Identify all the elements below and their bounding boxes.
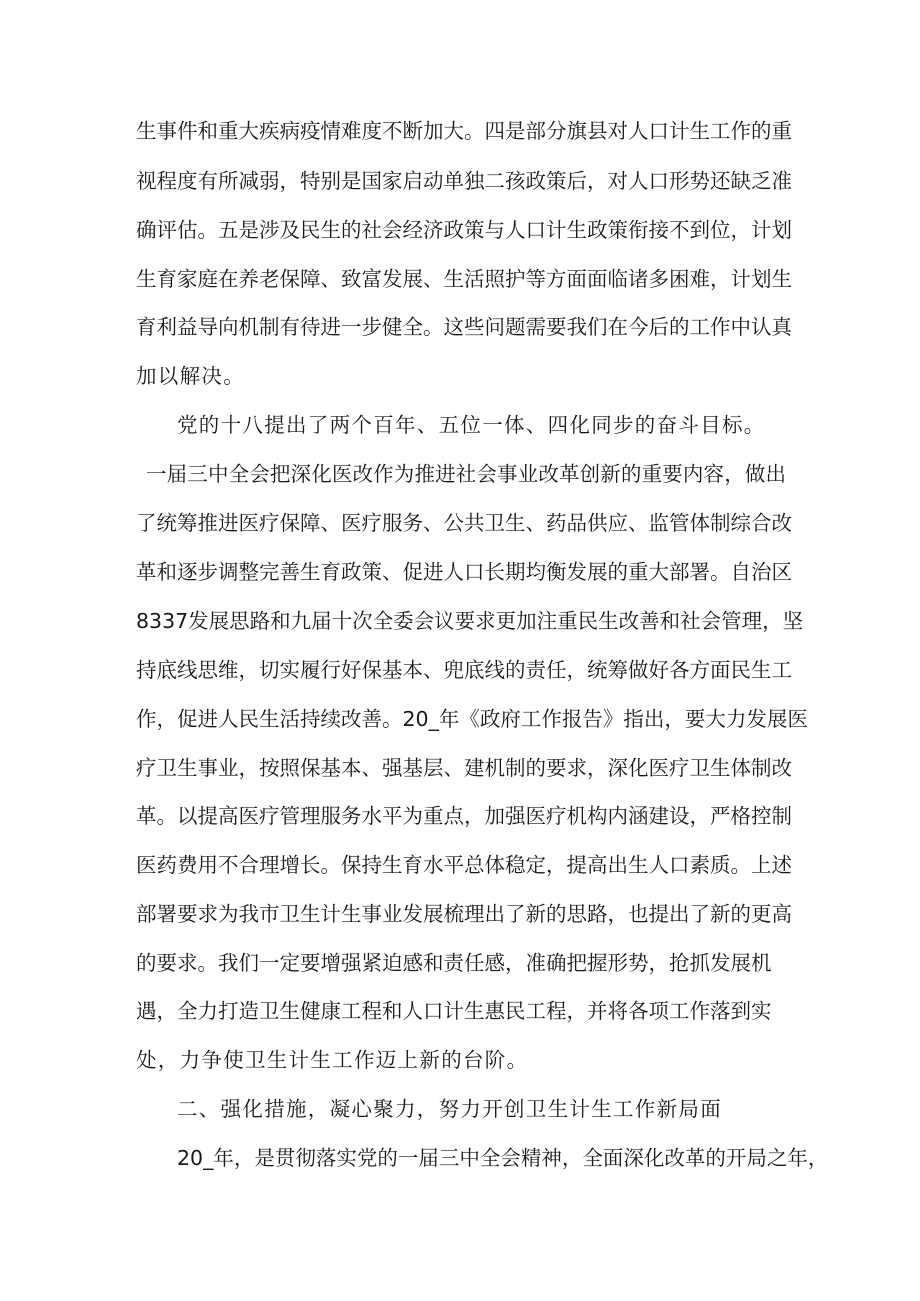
body-text-line: 确评估。五是涉及民生的社会经济政策与人口计生政策衔接不到位，计划 bbox=[136, 218, 792, 242]
body-text-line: 医药费用不合理增长。保持生育水平总体稳定，提高出生人口素质。上述 bbox=[136, 853, 792, 877]
body-text-line: 处，力争使卫生计生工作迈上新的台阶。 bbox=[136, 1048, 529, 1072]
body-text-line: 的要求。我们一定要增强紧迫感和责任感，准确把握形势，抢抓发展机 bbox=[136, 951, 772, 975]
body-text-line: 革。以提高医疗管理服务水平为重点，加强医疗机构内涵建设，严格控制 bbox=[136, 804, 792, 828]
body-text-line: 8337发展思路和九届十次全委会议要求更加注重民生改善和社会管理，坚 bbox=[136, 609, 804, 633]
body-text-line: 一届三中全会把深化医改作为推进社会事业改革创新的重要内容，做出 bbox=[146, 462, 786, 486]
body-text-line: 生育家庭在养老保障、致富发展、生活照护等方面面临诸多困难，计划生 bbox=[136, 267, 792, 291]
body-text-line: 了统筹推进医疗保障、医疗服务、公共卫生、药品供应、监管体制综合改 bbox=[136, 511, 792, 535]
body-text-line: 持底线思维，切实履行好保基本、兜底线的责任，统筹做好各方面民生工 bbox=[136, 658, 792, 682]
body-text-line: 革和逐步调整完善生育政策、促进人口长期均衡发展的重大部署。自治区 bbox=[136, 560, 792, 584]
body-text-line: 作，促进人民生活持续改善。20_年《政府工作报告》指出，要大力发展医 bbox=[136, 707, 808, 731]
body-text-line: 视程度有所减弱，特别是国家启动单独二孩政策后，对人口形势还缺乏准 bbox=[136, 169, 792, 193]
section-heading: 二、强化措施，凝心聚力，努力开创卫生计生工作新局面 bbox=[177, 1097, 722, 1121]
body-text-line: 部署要求为我市卫生计生事业发展梳理出了新的思路，也提出了新的更高 bbox=[136, 902, 792, 926]
body-text-line: 育利益导向机制有待进一步健全。这些问题需要我们在今后的工作中认真 bbox=[136, 315, 792, 339]
paragraph-first-line: 党的十八提出了两个百年、五位一体、四化同步的奋斗目标。 bbox=[177, 413, 766, 437]
paragraph-first-line: 20_年，是贯彻落实党的一届三中全会精神，全面深化改革的开局之年， bbox=[177, 1146, 829, 1170]
body-text-line: 加以解决。 bbox=[136, 364, 245, 388]
body-text-line: 遇，全力打造卫生健康工程和人口计生惠民工程，并将各项工作落到实 bbox=[136, 999, 772, 1023]
body-text-line: 疗卫生事业，按照保基本、强基层、建机制的要求，深化医疗卫生体制改 bbox=[136, 756, 792, 780]
body-text-line: 生事件和重大疾病疫情难度不断加大。四是部分旗县对人口计生工作的重 bbox=[136, 119, 792, 143]
